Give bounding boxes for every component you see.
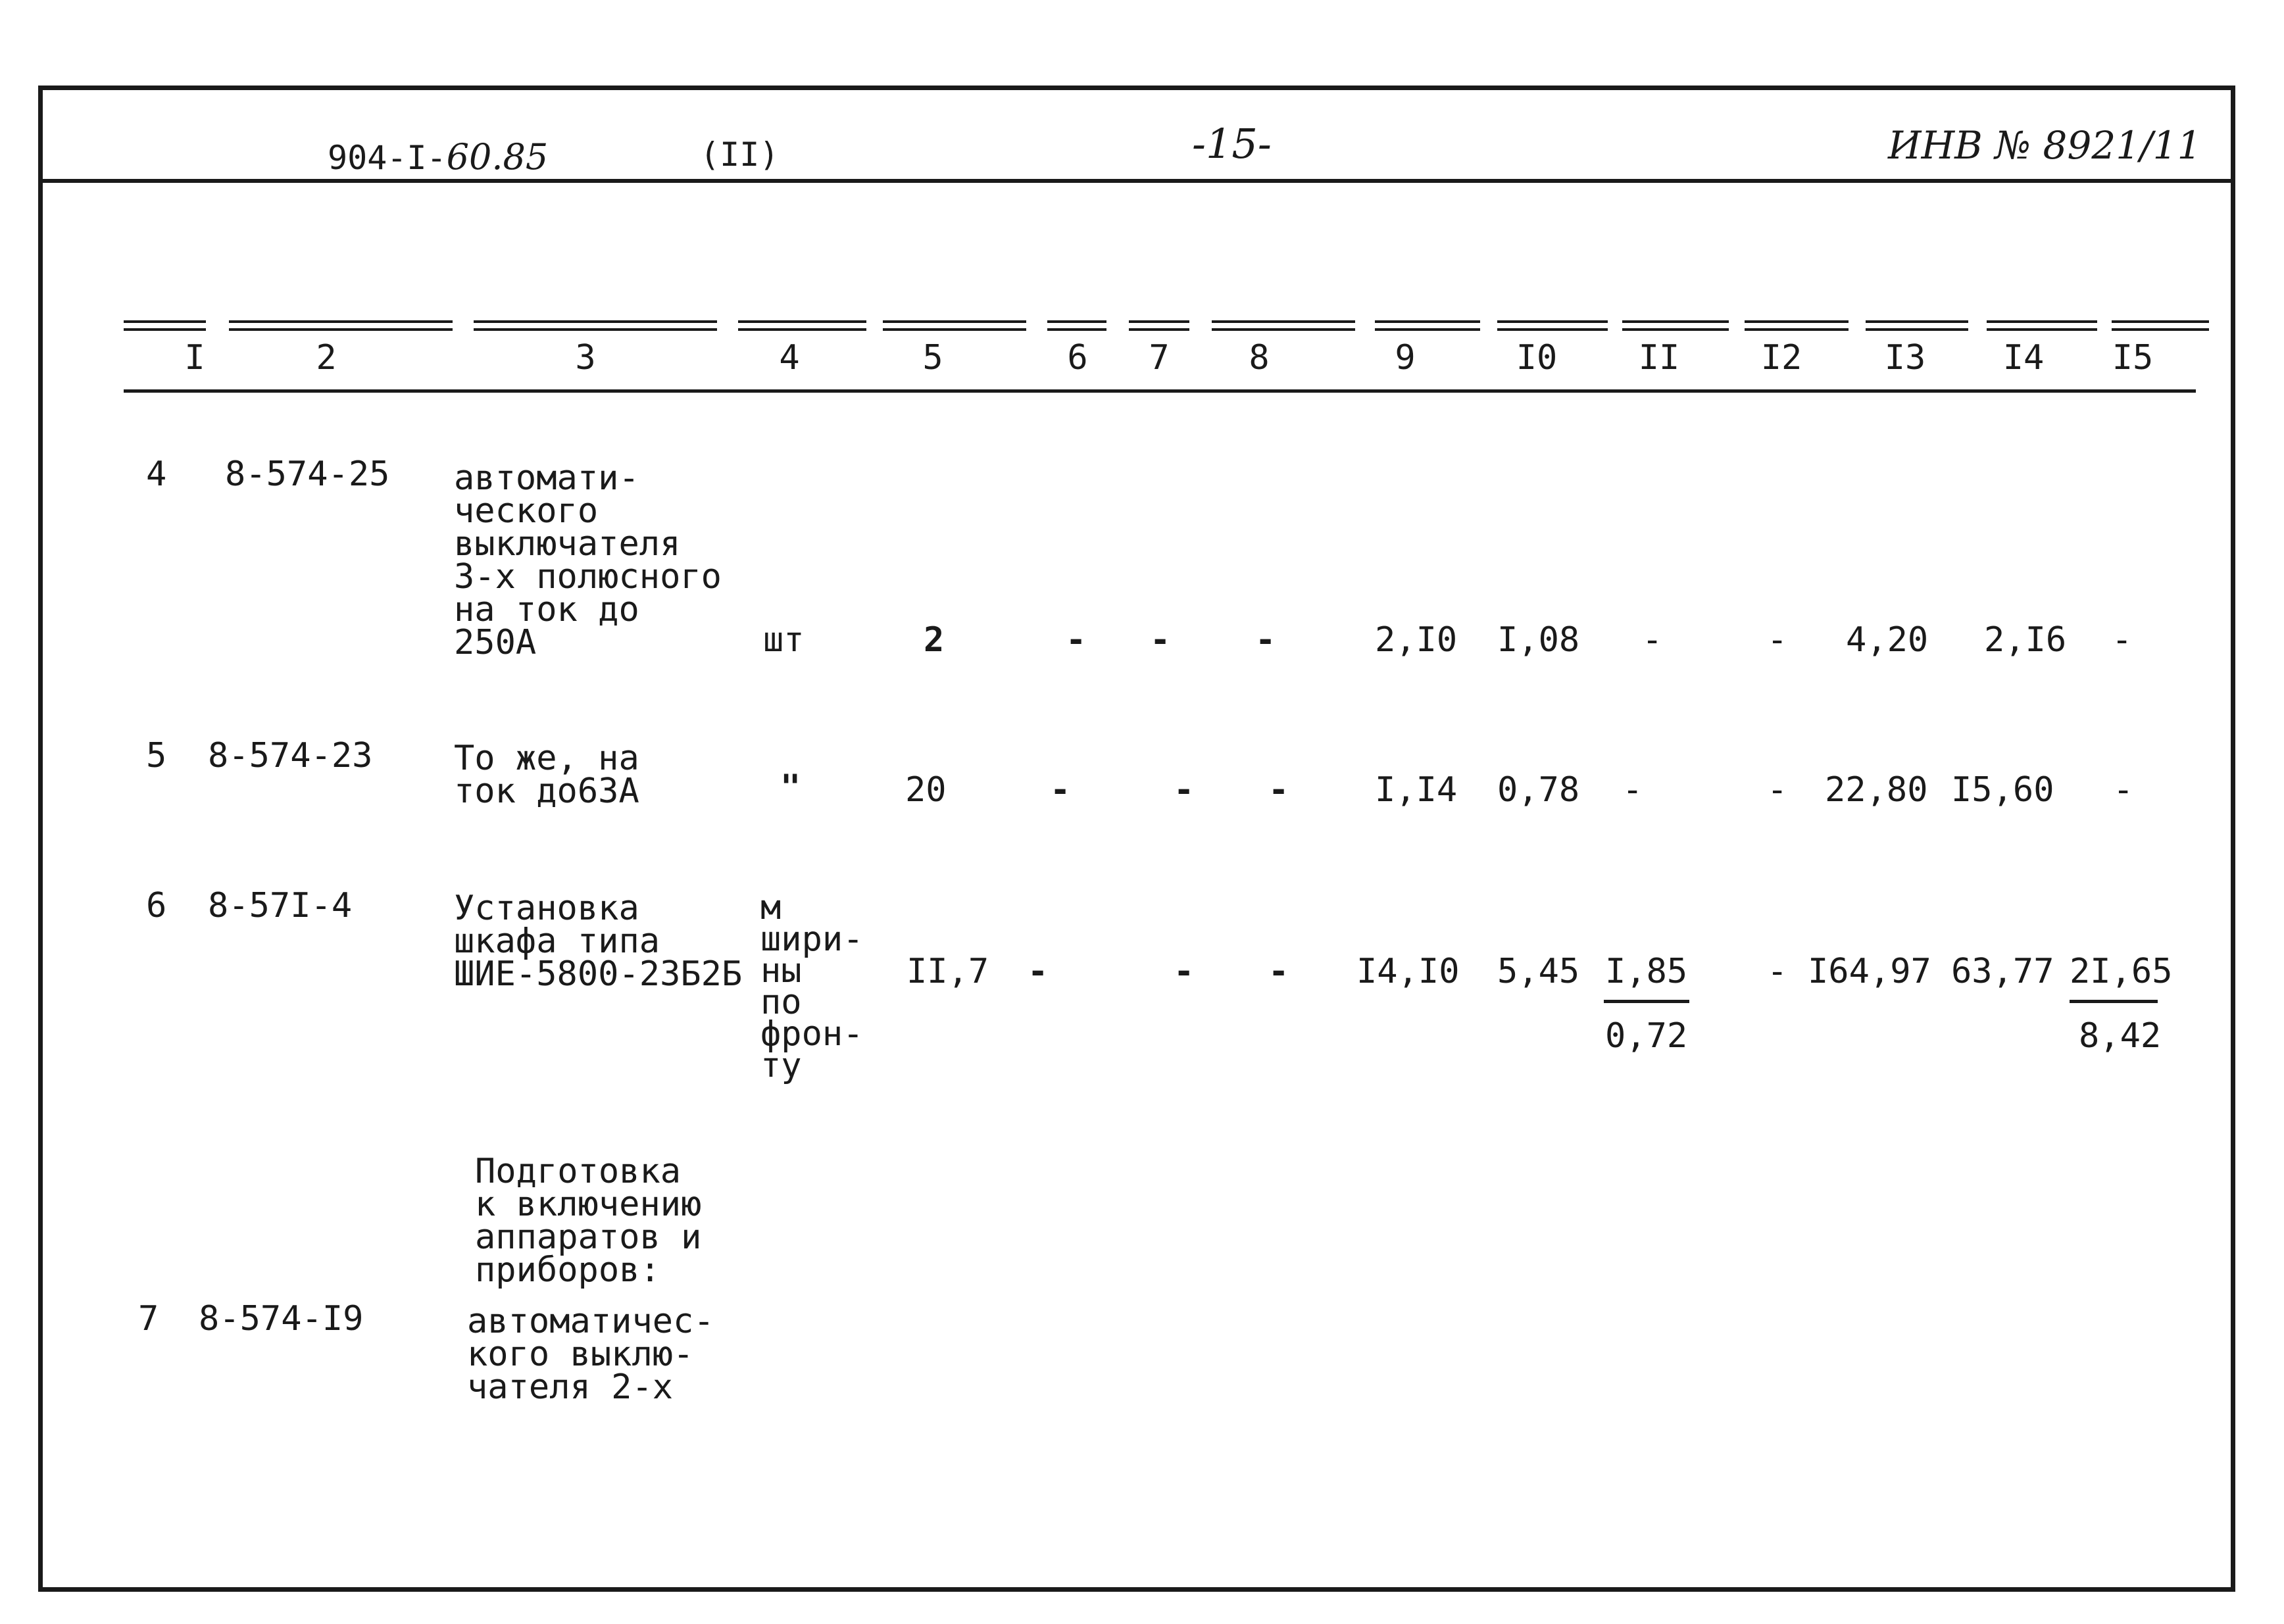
column-number: I3 <box>1884 338 1926 378</box>
cell-value: - <box>1066 620 1087 660</box>
doc-code <box>328 136 549 178</box>
column-number: 6 <box>1067 338 1088 378</box>
column-number: I0 <box>1516 338 1558 378</box>
column-rule <box>229 320 453 331</box>
page-number: -15- <box>1192 120 1272 168</box>
cell-value: - <box>1268 770 1289 810</box>
column-rule <box>474 320 717 331</box>
column-rule <box>1212 320 1355 331</box>
cell-value: 5,45 <box>1497 952 1580 991</box>
cell-value: - <box>1767 620 1788 660</box>
cell-value: 2,I0 <box>1375 620 1458 660</box>
fraction-top: I,85 <box>1605 952 1688 991</box>
column-number: II <box>1638 338 1680 378</box>
cell-value: - <box>1767 770 1788 810</box>
quantity: 20 <box>905 770 947 810</box>
column-rule <box>1497 320 1608 331</box>
cell-value: I5,60 <box>1951 770 2054 810</box>
item-description: То же, на ток до63А <box>454 739 639 811</box>
cell-value: I4,I0 <box>1356 952 1460 991</box>
cell-value: - <box>2113 770 2134 810</box>
column-rule <box>1745 320 1849 331</box>
cell-value: - <box>1174 770 1195 810</box>
column-rule <box>1047 320 1106 331</box>
row-number: 7 <box>138 1299 159 1339</box>
cell-value: - <box>1767 952 1788 991</box>
cell-value: - <box>1268 952 1289 991</box>
column-number: 3 <box>575 338 596 378</box>
unit: м шири- ны по фрон- ту <box>760 888 864 1085</box>
norm-code: 8-574-25 <box>225 455 390 494</box>
fraction-bottom: 0,72 <box>1605 1016 1688 1056</box>
doc-code-printed: 904-I- <box>328 139 447 177</box>
column-number: 8 <box>1249 338 1270 378</box>
fraction-line <box>2070 1000 2158 1003</box>
cell-value: - <box>1174 952 1195 991</box>
quantity: 2 <box>924 620 945 660</box>
column-rule <box>738 320 866 331</box>
cell-value: - <box>1028 952 1049 991</box>
column-number: I2 <box>1760 338 1802 378</box>
column-rule <box>1866 320 1968 331</box>
cell-value: I,I4 <box>1375 770 1458 810</box>
cell-value: - <box>1255 620 1276 660</box>
cell-value: - <box>1622 770 1643 810</box>
row-number: 4 <box>146 455 167 494</box>
column-number: 9 <box>1395 338 1416 378</box>
page-frame <box>38 86 2235 1592</box>
cell-value: 4,20 <box>1846 620 1929 660</box>
cell-value: 22,80 <box>1825 770 1928 810</box>
section-title: Подготовка к включению аппаратов и приборов: <box>475 1152 702 1290</box>
item-description: Установка шкафа типа ШИЕ-5800-23Б2Б <box>454 889 743 994</box>
fraction-top: 2I,65 <box>2070 952 2173 991</box>
column-rule <box>124 320 206 331</box>
column-rule <box>1987 320 2097 331</box>
column-number: I <box>184 338 205 378</box>
inventory-number: ИНВ № 8921/11 <box>1888 123 2202 168</box>
cell-value: - <box>2112 620 2133 660</box>
quantity: II,7 <box>906 952 989 991</box>
header-rule <box>42 179 2233 183</box>
column-rule <box>1622 320 1729 331</box>
column-number: 2 <box>316 338 337 378</box>
cell-value: - <box>1642 620 1663 660</box>
item-description: автоматичес- кого выклю- чателя 2-х <box>467 1302 714 1407</box>
column-rule <box>883 320 1026 331</box>
unit: шт <box>763 620 805 660</box>
cell-value: - <box>1150 620 1171 660</box>
doc-code-handwritten: 60.85 <box>446 136 549 178</box>
cell-value: 2,I6 <box>1984 620 2067 660</box>
column-rule <box>2112 320 2209 331</box>
column-number: I5 <box>2112 338 2154 378</box>
row-number: 6 <box>146 886 167 925</box>
album-number: (II) <box>700 135 780 174</box>
cell-value: I64,97 <box>1808 952 1931 991</box>
unit: " <box>780 768 801 807</box>
column-number: 5 <box>922 338 943 378</box>
cell-value: 0,78 <box>1497 770 1580 810</box>
norm-code: 8-574-23 <box>208 736 373 775</box>
cell-value: 63,77 <box>1951 952 2054 991</box>
column-header-rule <box>124 389 2196 393</box>
row-number: 5 <box>146 736 167 775</box>
fraction-bottom: 8,42 <box>2079 1016 2162 1056</box>
fraction-line <box>1604 1000 1689 1003</box>
cell-value: I,08 <box>1497 620 1580 660</box>
column-number: I4 <box>2002 338 2045 378</box>
column-number: 7 <box>1149 338 1170 378</box>
norm-code: 8-57I-4 <box>208 886 353 925</box>
column-rule <box>1129 320 1189 331</box>
column-rule <box>1375 320 1480 331</box>
cell-value: - <box>1050 770 1071 810</box>
item-description: автомати- ческого выключателя 3-х полюсного на ток до 250А <box>454 458 722 662</box>
norm-code: 8-574-I9 <box>199 1299 364 1339</box>
column-number: 4 <box>779 338 800 378</box>
